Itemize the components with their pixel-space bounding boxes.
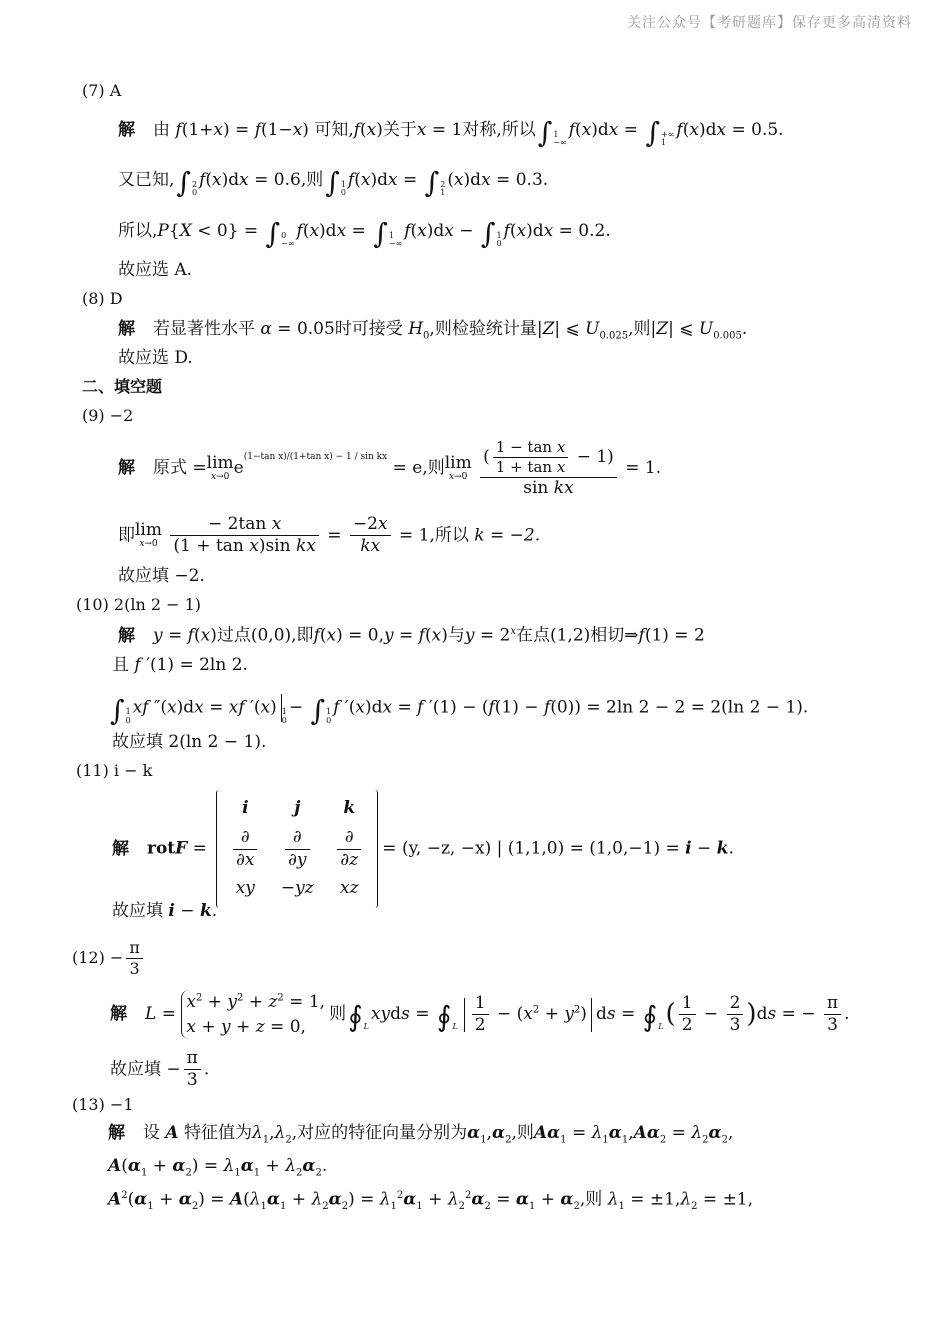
q8-alpha: 0.05 xyxy=(296,319,335,339)
q7-l3-a: 所以, xyxy=(118,221,158,241)
q12-jie: 解 xyxy=(110,1004,127,1025)
q13-line1: 解 设 A 特征值为$\lambda_1,\lambda_2$,对应的特征向量分别为$\alpha_1,\alpha_2$,则$A\alpha_1 = \lambda_1\alpha_1,A\alpha_2 = \lambda_2\alpha_2$, xyxy=(108,1123,734,1146)
q10-line2: 且 f ′(1) = 2ln 2. xyxy=(112,655,248,675)
q7-l2-val: 0.3. xyxy=(515,170,549,190)
q12-answer: 故应填 − $\frac{\pi}{3}$ . xyxy=(110,1048,210,1091)
q13-line2: $A(\alpha_1 + \alpha_2) = \lambda_1\alpha_1 + \lambda_2\alpha_2$. xyxy=(108,1156,328,1179)
q7-l3-val: 0.2. xyxy=(578,221,611,241)
q12-header: (12) − $\frac{\pi}{3}$ xyxy=(72,938,146,979)
q8-l1-b: 时可接受 xyxy=(334,319,403,339)
q12-line1: 解 L = $x^2 + y^2 + z^2 = 1$, x + y + z = 0, 则∮ Lxyds = ∮ L $\frac{1}{2}$ − $(x^2 + y^2)$ ds = ∮ L( $\frac{1}{2}$ − $\frac{2}{3}$ )ds = − $\frac{\pi}{3}$ . xyxy=(110,990,849,1039)
q9-jie: 解 xyxy=(118,457,135,478)
q7-jie: 解 xyxy=(118,120,135,140)
q9-line2: 即lim x→0 $\frac{\text{− 2tan x}}{\text{(1 + tan x)sin kx}}$ = $\frac{-2x}{kx}$ = 1,所以 k = −2. xyxy=(118,514,541,557)
q11-header: (11) i − k xyxy=(76,761,153,780)
q10-l1-b: 与 xyxy=(447,625,465,646)
q10-l3-val: 2ln 2 − 2 = 2(ln 2 − 1). xyxy=(606,697,809,718)
q8-l1-c: ,则检验统计量 xyxy=(429,319,537,339)
watermark: 关注公众号【考研题库】保存更多高清资料 xyxy=(627,15,912,31)
q13-line3: $A^2(\alpha_1 + \alpha_2) = A(\lambda_1\alpha_1 + \lambda_2\alpha_2) = \lambda_1^2\alpha_1 + \lambda_2^2\alpha_2 = \alpha_1 + \alpha_2$,则 $\lambda_1 = \pm 1,\lambda_2 = \pm 1$, xyxy=(108,1189,754,1213)
q13-header: (13) −1 xyxy=(72,1095,134,1114)
q7-l1-b: 可知, xyxy=(314,120,354,140)
q9-l2-b: ,所以 xyxy=(429,525,469,546)
q7-l1-val: 0.5. xyxy=(751,120,784,140)
section-title: 二、填空题 xyxy=(82,377,163,396)
q9-l2-val: k = −2. xyxy=(474,525,541,546)
q7-l2-a: 又已知, xyxy=(118,170,175,190)
q7-header: (7) A xyxy=(82,81,122,100)
q8-header: (8) D xyxy=(82,289,123,308)
q9-l1-val: 1. xyxy=(644,457,662,478)
q10-jie: 解 xyxy=(118,625,135,646)
q9-answer: 故应填 −2. xyxy=(118,566,205,586)
q7-l1-c: 关于 xyxy=(382,120,417,140)
q8-u2: 0.005 xyxy=(713,330,742,342)
q7-answer: 故应选 A. xyxy=(118,260,193,280)
q10-answer: 故应填 2(ln 2 − 1). xyxy=(112,732,267,752)
q8-l1-a: 若显著性水平 xyxy=(153,319,255,339)
q10-l2-a: 且 xyxy=(112,655,129,675)
q7-l2-b: ,则 xyxy=(300,170,324,190)
q10-header: (10) 2(ln 2 − 1) xyxy=(76,595,202,614)
q11-jie: 解 xyxy=(112,838,129,859)
q7-l1-d: 对称,所以 xyxy=(462,120,536,140)
q12-l1-a: 则 xyxy=(329,1004,347,1025)
q7-line2: 又已知,∫2 0f(x)dx = 0.6,则∫1 0f(x)dx = ∫2 1(x)dx = 0.3. xyxy=(118,166,549,199)
q9-l1-a: 原式 xyxy=(153,457,187,478)
q10-l1-a: 过点(0,0),即 xyxy=(216,625,314,646)
q9-line1: 解 原式 =lim x→0 $e^{(1-tan x)/(1+tan x) - 1 / sin kx} = e$,则lim x→0 ( $\frac{\text{1 − tan x}}{\text{1 + tan x}}$ − 1) sin kx = 1. xyxy=(118,438,662,498)
q11-answer: 故应填 i − k. xyxy=(112,901,218,921)
q7-line3: 所以,P{X < 0} = ∫0 −∞f(x)dx = ∫1 −∞f(x)dx − ∫1 0f(x)dx = 0.2. xyxy=(118,217,611,250)
q8-jie: 解 xyxy=(118,319,135,339)
q9-l1-b: ,则 xyxy=(422,457,445,478)
q8-l1-d: ,则 xyxy=(628,319,651,339)
q8-answer: 故应选 D. xyxy=(118,348,193,368)
q10-line3: ∫1 0xf ″(x)dx = xf ′(x) 1 0− ∫1 0f ′(x)dx = f ′(1) − (f(1) − f(0)) = 2ln 2 − 2 = 2(ln 2 − 1). xyxy=(110,693,809,727)
q10-l1-c: 在点(1,2)相切⇒ xyxy=(515,625,639,646)
q13-jie: 解 xyxy=(108,1123,125,1143)
q8-u1: 0.025 xyxy=(599,330,629,342)
q7-l1-a: 由 xyxy=(153,120,170,140)
q7-line1: 解 由 f(1+x) = f(1−x) 可知,f(x)关于x = 1对称,所以∫1 −∞f(x)dx = ∫+∞ 1f(x)dx = 0.5. xyxy=(118,116,784,149)
q9-header: (9) −2 xyxy=(82,406,134,425)
q8-line1: 解 若显著性水平 α = 0.05时可接受 $H_0$,则检验统计量|Z| ⩽ $U_{0.025}$,则|Z| ⩽ $U_{0.005}$. xyxy=(118,319,748,342)
q10-line1: 解 y = f(x)过点(0,0),即f(x) = 0,y = f(x)与$y = 2^x$在点(1,2)相切⇒f(1) = 2 xyxy=(118,625,705,646)
q11-l1-val: = (y, −z, −x) | (1,1,0) = (1,0,−1) = xyxy=(382,838,680,859)
q11-determinant: i j k $\frac{\partial}{\partial x}$ $\frac{\partial}{\partial y}$ $\frac{\partial}{\partial z}$ xy − yz xz xyxy=(216,790,378,908)
q11-line1: 解 rotF = i j k $\frac{\partial}{\partial x}$ $\frac{\partial}{\partial y}$ $\frac{\partial}{\partial z}$ xy − yz xz = (y, −z, −x) | (1,1,0) = (1,0,−1) = i − k. xyxy=(112,790,734,908)
q9-l2-a: 即 xyxy=(118,525,135,546)
